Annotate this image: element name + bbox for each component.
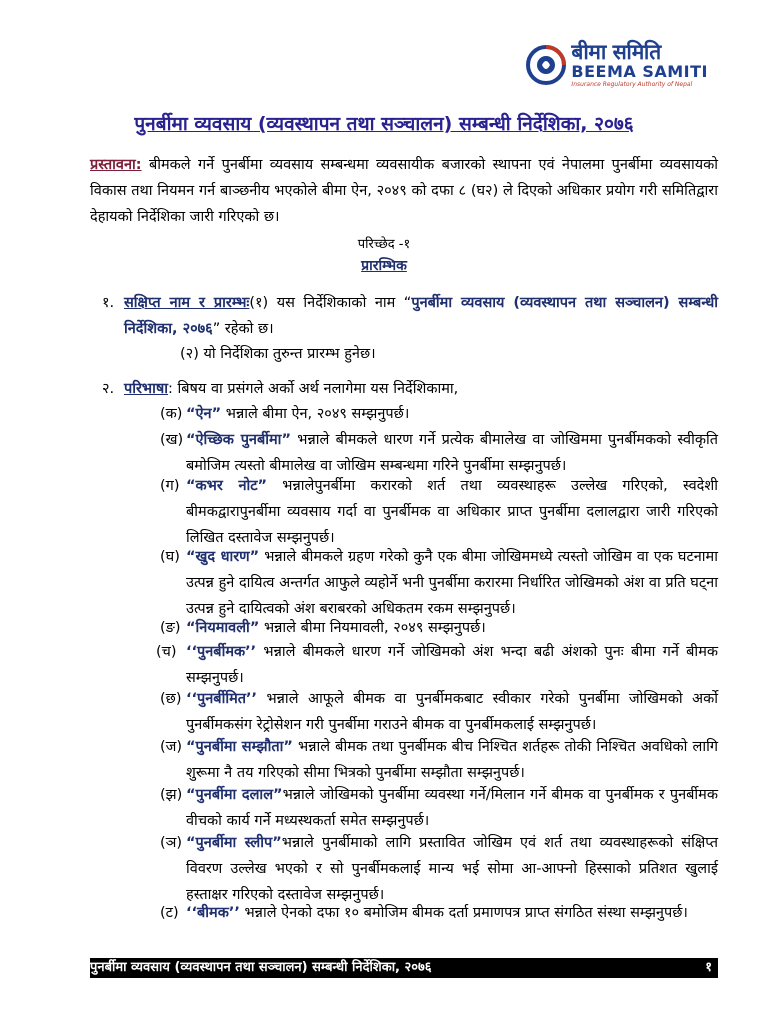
- section-1-name: पुनर्बीमा व्यवसाय (व्यवस्थापन तथा सञ्चालन) सम्बन्धी निर्देशिका, २०७६: [124, 295, 719, 337]
- preamble-label: प्रस्तावना:: [90, 157, 142, 173]
- definition-term: “पुनर्बीमा दलाल”: [186, 787, 283, 803]
- logo-name-nepali: बीमा समिति: [571, 40, 661, 64]
- logo-tagline: Insurance Regulatory Authority of Nepal: [571, 81, 693, 88]
- chapter-title: प्रारम्भिक: [361, 258, 407, 274]
- section-2-intro-text: : बिषय वा प्रसंगले अर्को अर्थ नलागेमा यस निर्देशिकामा,: [168, 381, 459, 397]
- definition-term: ‘‘पुनर्बीमक’’: [186, 644, 257, 660]
- definition-term: “ऐन”: [186, 406, 222, 422]
- preamble: [90, 152, 718, 230]
- item-label: (ज): [160, 739, 183, 755]
- definition-text: भन्नाले आफूले बीमक वा पुनर्बीमकबाट स्वीकार गरेको पुनर्बीमा जोखिमको अर्को पुनर्बीमकसंग रेट्रोसेशन गरी पुनर्बीमा गराउने बीमक वा पुनर्बीमकलाई सम्झनुपर्छ।: [186, 691, 718, 733]
- definition-text: भन्नाले बीमक तथा पुनर्बीमक बीच निश्चित शर्तहरू तोकी निश्चित अवधिको लागि शुरूमा नै तय गरिएको सीमा भित्रको पुनर्बीमा सम्झौता सम्झनुपर्छ।: [186, 739, 719, 781]
- definition-item: [186, 686, 718, 738]
- definition-term: “खुद धारण”: [186, 549, 260, 565]
- section-1-number: १.: [102, 295, 115, 311]
- definition-text: भन्नाले बीमकले धारण गर्ने प्रत्येक बीमालेख वा जोखिममा पुनर्बीमकको स्वीकृति बमोजिम त्यस्तो बीमालेख वा जोखिम सम्बन्धमा गरिने पुनर्बीमा सम्झनुपर्छ।: [186, 432, 719, 474]
- definition-item: [186, 427, 718, 479]
- item-label: (ग): [160, 478, 180, 494]
- item-label: (क): [160, 406, 183, 422]
- definition-item: [186, 830, 718, 908]
- page-number: १: [705, 960, 712, 975]
- item-label: (ट): [160, 905, 179, 921]
- definition-text: भन्नाले बीमकले धारण गर्ने जोखिमको अंश भन्दा बढी अंशको पुनः बीमा गर्ने बीमक सम्झनुपर्छ।: [186, 644, 718, 686]
- definition-term: “कभर नोट”: [186, 478, 268, 494]
- definition-term: ‘‘बीमक’’: [186, 905, 240, 921]
- definition-text: भन्नाले ऐनको दफा १० बमोजिम बीमक दर्ता प्रमाणपत्र प्राप्त संगठित संस्था सम्झनुपर्छ।: [239, 905, 688, 921]
- definition-item: [186, 544, 718, 622]
- definition-text: भन्नाले जोखिमको पुनर्बीमा व्यवस्था गर्ने/मिलान गर्ने बीमक वा पुनर्बीमक र पुनर्बीमक वीचको कार्य गर्ने मध्यस्थकर्ता समेत सम्झनुपर्छ।: [186, 787, 718, 829]
- page-footer: [90, 958, 718, 978]
- definition-text: भन्नालेपुनर्बीमा करारको शर्त तथा व्यवस्थाहरू उल्लेख गरिएको, स्वदेशी बीमकद्वारापुनर्बीमा व्यवसाय गर्दा वा पुनर्बीमक वा अधिकार प्राप्त पुनर्बीमा दलालद्वारा जारी गरिएको लिखित दस्तावेज सम्झनुपर्छ।: [186, 478, 718, 546]
- definition-item: [186, 615, 718, 641]
- item-label: (ख): [160, 432, 184, 448]
- definition-text: भन्नाले बीमा ऐन, २०४९ सम्झनुपर्छ।: [221, 406, 410, 422]
- section-1-part1: (१) यस निर्देशिकाको नाम “: [249, 295, 412, 311]
- definition-text: भन्नाले पुनर्बीमाको लागि प्रस्तावित जोखिम एवं शर्त तथा व्यवस्थाहरूको संक्षिप्त विवरण उल्लेख भएको र सो पुनर्बीमकलाई मान्य भई सोमा आ-आफ्नो हिस्साको प्रतिशत खुलाई हस्ताक्षर गरिएको दस्तावेज सम्झनुपर्छ।: [186, 835, 718, 903]
- preamble-text: बीमकले गर्ने पुनर्बीमा व्यवसाय सम्बन्धमा व्यवसायीक बजारको स्थापना एवं नेपालमा पुनर्बीमा व्यवसायको विकास तथा नियमन गर्न बाञ्छनीय भएकोले बीमा ऐन, २०४९ को दफा ८ (घ२) ले दिएको अधिकार प्रयोग गरी समितिद्वारा देहायको निर्देशिका जारी गरिएको छ।: [90, 157, 718, 225]
- definition-item: [186, 734, 718, 786]
- item-label: (ङ): [160, 620, 181, 636]
- definition-item: [186, 473, 718, 551]
- item-label: (ञ): [160, 835, 183, 851]
- footer-title: पुनर्बीमा व्यवसाय (व्यवस्थापन तथा सञ्चालन) सम्बन्धी निर्देशिका, २०७६: [90, 960, 432, 975]
- section-1-heading: सक्षिप्त नाम र प्रारम्भः: [124, 295, 250, 311]
- definition-term: “नियमावली”: [186, 620, 260, 636]
- definition-term: “पुनर्बीमा सम्झौता”: [186, 739, 293, 755]
- document-title: पुनर्बीमा व्यवसाय (व्यवस्थापन तथा सञ्चालन) सम्बन्धी निर्देशिका, २०७६: [134, 113, 634, 135]
- definition-item: [186, 401, 718, 427]
- section-1-part2: ” रहेको छ।: [212, 321, 274, 337]
- definition-text: भन्नाले बीमा नियमावली, २०४९ सम्झनुपर्छ।: [259, 620, 486, 636]
- section-1-text: [124, 290, 718, 342]
- definition-item: [186, 782, 718, 834]
- definition-text: भन्नाले बीमकले ग्रहण गरेको कुनै एक बीमा जोखिममध्ये त्यस्तो जोखिम वा एक घटनामा उत्पन्न हुने दायित्व अन्तर्गत आफुले व्यहोर्ने भनी पुनर्बीमा करारमा निर्धारित जोखिमको अंश वा प्रति घट्ना उत्पन्न हुने दायित्वको अंश बराबरको अधिकतम रकम सम्झनुपर्छ।: [186, 549, 718, 617]
- logo-name-english: BEEMA SAMITI: [571, 62, 708, 81]
- definition-item: [186, 639, 718, 691]
- definition-term: “पुनर्बीमा स्लीप”: [186, 835, 282, 851]
- definition-item: [186, 900, 718, 926]
- section-1-sub2: (२) यो निर्देशिका तुरुन्त प्रारम्भ हुनेछ।: [180, 346, 376, 362]
- section-2-intro: [124, 376, 718, 402]
- item-label: (घ): [160, 549, 180, 565]
- item-label: (छ): [160, 691, 182, 707]
- beema-samiti-emblem-icon: [525, 44, 567, 86]
- definition-term: “ऐच्छिक पुनर्बीमा”: [186, 432, 291, 448]
- item-label: (झ): [160, 787, 183, 803]
- section-2-number: २.: [102, 381, 115, 397]
- beema-samiti-logo: [525, 42, 708, 88]
- section-2-heading: परिभाषा: [124, 381, 169, 397]
- definition-term: ‘‘पुनर्बीमित’’: [186, 691, 258, 707]
- chapter-number: परिच्छेद -१: [357, 237, 411, 252]
- item-label: (च): [156, 644, 177, 660]
